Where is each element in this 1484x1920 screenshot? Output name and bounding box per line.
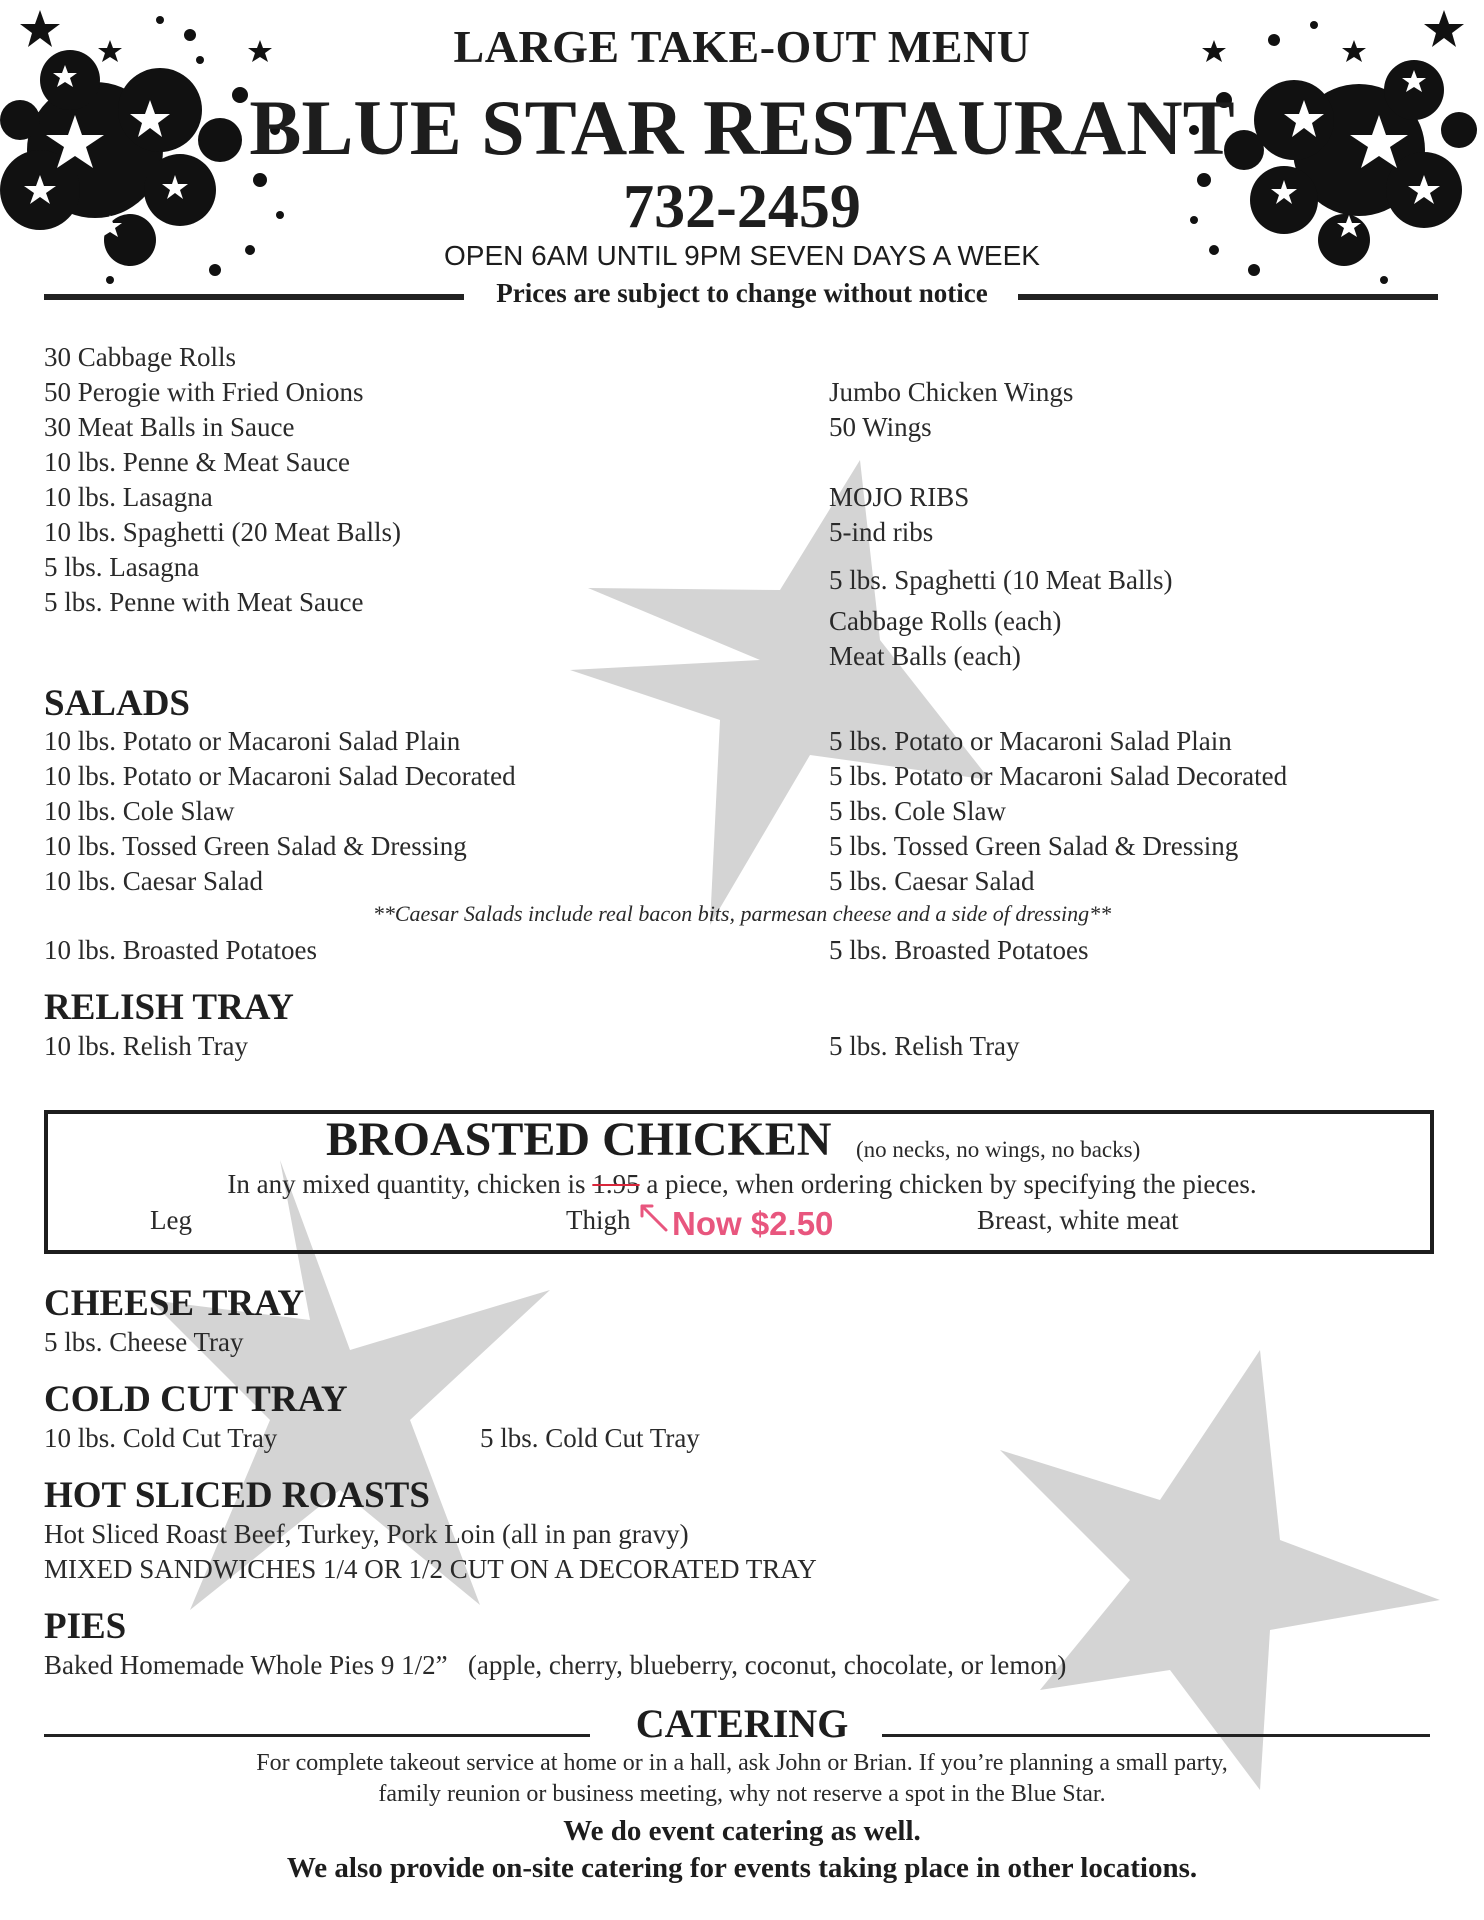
catering-bold-2: We also provide on-site catering for events taking place in other locations. <box>286 1852 1198 1884</box>
chicken-exclusions: (no necks, no wings, no backs) <box>856 1137 1141 1162</box>
list-item: 5 lbs. Potato or Macaroni Salad Decorated <box>829 761 1288 791</box>
caesar-note: **Caesar Salads include real bacon bits, parmesan cheese and a side of dressing** <box>372 901 1112 926</box>
pie-flavors: (apple, cherry, blueberry, coconut, chocolate, or lemon) <box>467 1650 1067 1680</box>
opening-hours: OPEN 6AM UNTIL 9PM SEVEN DAYS A WEEK <box>444 240 1040 271</box>
list-item: 5 lbs. Spaghetti (10 Meat Balls) <box>829 565 1173 595</box>
piece-breast: Breast, white meat <box>977 1205 1179 1235</box>
catering-bold-1: We do event catering as well. <box>563 1815 921 1847</box>
catering-heading: CATERING <box>635 1701 849 1746</box>
list-item: 5 lbs. Potato or Macaroni Salad Plain <box>829 726 1232 756</box>
list-item: Meat Balls (each) <box>829 641 1021 671</box>
catering-text-1: For complete takeout service at home or in a hall, ask John or Brian. If you’re planning a small party, <box>256 1750 1228 1776</box>
catering-rule-right <box>882 1734 1430 1737</box>
list-item: 5 lbs. Penne with Meat Sauce <box>44 587 364 617</box>
pies-heading: PIES <box>44 1606 127 1647</box>
list-item <box>44 1648 1066 1683</box>
list-item: Cabbage Rolls (each) <box>829 606 1062 636</box>
list-item: Hot Sliced Roast Beef, Turkey, Pork Loin (all in pan gravy) <box>44 1519 689 1549</box>
list-item: 10 lbs. Tossed Green Salad & Dressing <box>44 831 467 861</box>
list-item: 10 lbs. Broasted Potatoes <box>44 935 317 965</box>
relish-heading: RELISH TRAY <box>44 987 294 1028</box>
list-item: 5-ind ribs <box>829 517 934 547</box>
list-item: 5 lbs. Cheese Tray <box>44 1327 244 1357</box>
list-item: 5 lbs. Cold Cut Tray <box>480 1423 700 1453</box>
chicken-line-after: a piece, when ordering chicken by specifying the pieces. <box>646 1169 1257 1199</box>
menu-subtitle: LARGE TAKE-OUT MENU <box>453 21 1031 72</box>
catering-text-2: family reunion or business meeting, why not reserve a spot in the Blue Star. <box>378 1781 1106 1807</box>
list-item: 10 lbs. Lasagna <box>44 482 213 512</box>
wings-heading: Jumbo Chicken Wings <box>829 377 1074 407</box>
list-item: 5 lbs. Tossed Green Salad & Dressing <box>829 831 1239 861</box>
old-price: 1.95 <box>592 1169 640 1199</box>
list-item: 5 lbs. Broasted Potatoes <box>829 935 1089 965</box>
list-item: 5 lbs. Lasagna <box>44 552 200 582</box>
roasts-heading: HOT SLICED ROASTS <box>44 1475 430 1516</box>
arrow-icon <box>636 1200 670 1234</box>
list-item: 10 lbs. Spaghetti (20 Meat Balls) <box>44 517 401 547</box>
new-price-note: Now $2.50 <box>672 1205 834 1242</box>
list-item: 10 lbs. Penne & Meat Sauce <box>44 447 350 477</box>
list-item: 10 lbs. Potato or Macaroni Salad Plain <box>44 726 461 756</box>
list-item: 50 Wings <box>829 412 932 442</box>
cheese-heading: CHEESE TRAY <box>44 1283 305 1324</box>
list-item: 50 Perogie with Fried Onions <box>44 377 364 407</box>
chicken-price-line <box>0 1167 1484 1202</box>
list-item: 10 lbs. Relish Tray <box>44 1031 249 1061</box>
list-item: 5 lbs. Caesar Salad <box>829 866 1035 896</box>
list-item: 10 lbs. Cole Slaw <box>44 796 235 826</box>
list-item: 5 lbs. Relish Tray <box>829 1031 1020 1061</box>
piece-thigh: Thigh <box>566 1205 631 1235</box>
restaurant-name: BLUE STAR RESTAURANT <box>249 84 1235 171</box>
list-item: 30 Meat Balls in Sauce <box>44 412 295 442</box>
chicken-line-before: In any mixed quantity, chicken is <box>227 1169 586 1199</box>
list-item: 10 lbs. Caesar Salad <box>44 866 263 896</box>
list-item: 5 lbs. Cole Slaw <box>829 796 1007 826</box>
price-notice: Prices are subject to change without notice <box>496 278 988 308</box>
list-item: 10 lbs. Potato or Macaroni Salad Decorated <box>44 761 516 791</box>
list-item: MIXED SANDWICHES 1/4 OR 1/2 CUT ON A DECORATED TRAY <box>44 1554 817 1584</box>
list-item: 10 lbs. Cold Cut Tray <box>44 1423 278 1453</box>
phone-number: 732-2459 <box>623 173 861 241</box>
ribs-heading: MOJO RIBS <box>829 482 970 512</box>
piece-leg: Leg <box>150 1205 192 1235</box>
coldcut-heading: COLD CUT TRAY <box>44 1379 348 1420</box>
chicken-heading: BROASTED CHICKEN <box>326 1113 832 1166</box>
salads-heading: SALADS <box>44 683 190 724</box>
pie-item: Baked Homemade Whole Pies 9 1/2” <box>44 1650 448 1680</box>
list-item: 30 Cabbage Rolls <box>44 342 236 372</box>
